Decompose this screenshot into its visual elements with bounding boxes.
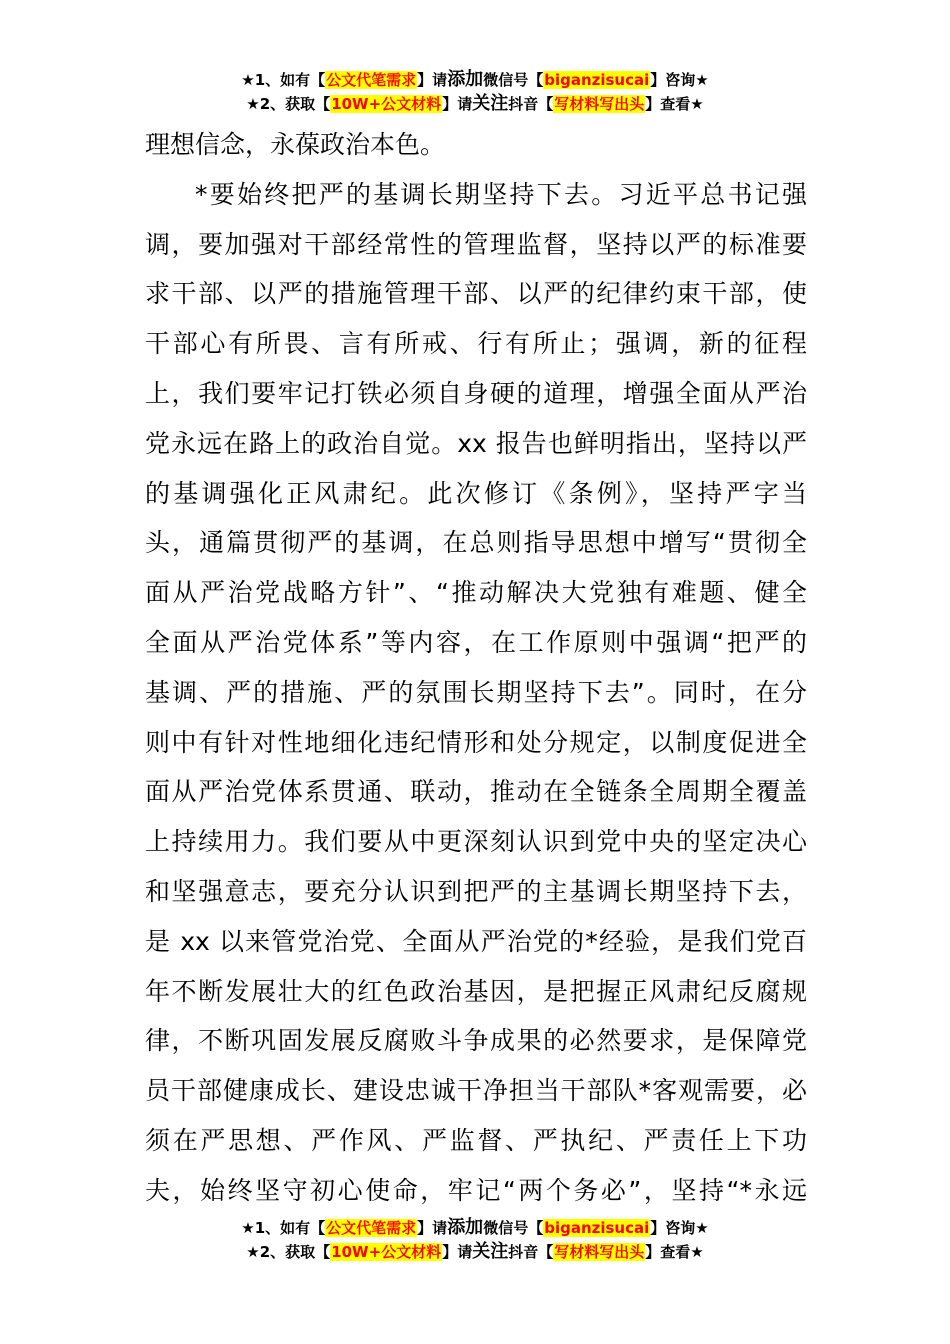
- footer-banner: [0, 1216, 950, 1264]
- banner-line-2: ★2、获取【10W+公文材料】请关注抖音【写材料写出头】查看★: [246, 93, 704, 114]
- text-line: 党永远在路上的政治自觉。xx 报告也鲜明指出，坚持以严: [145, 428, 807, 458]
- text-line: *要始终把严的基调长期坚持下去。习近平总书记强: [195, 179, 807, 209]
- text-line: 则中有针对性地细化违纪情形和处分规定，以制度促进全: [145, 727, 807, 757]
- banner-highlight-wechat: biganzisucai: [544, 71, 650, 89]
- banner-line-2: ★2、获取【10W+公文材料】请关注抖音【写材料写出头】查看★: [246, 1241, 704, 1262]
- text-line: 理想信念，永葆政治本色。: [145, 130, 446, 159]
- text-line: 夫，始终坚守初心使命，牢记“两个务必”，坚持“*永远: [145, 1175, 807, 1205]
- banner-highlight-wechat: biganzisucai: [544, 1219, 650, 1237]
- text-line: 面从严治党体系贯通、联动，推动在全链条全周期全覆盖: [145, 777, 807, 807]
- text-line: 全面从严治党体系”等内容，在工作原则中强调“把严的: [145, 627, 807, 657]
- banner-highlight-douyin: 写材料写出头: [554, 95, 645, 113]
- text-line: 面从严治党战略方针”、“推动解决大党独有难题、健全: [145, 578, 807, 608]
- banner-highlight-service: 公文代笔需求: [326, 1219, 417, 1237]
- text-line: 是 xx 以来管党治党、全面从严治党的*经验，是我们党百: [145, 926, 807, 956]
- banner-highlight-service: 公文代笔需求: [326, 71, 417, 89]
- text-line: 干部心有所畏、言有所戒、行有所止；强调，新的征程: [145, 329, 807, 359]
- text-line: 求干部、以严的措施管理干部、以严的纪律约束干部，使: [145, 279, 807, 309]
- text-line: 上，我们要牢记打铁必须自身硬的道理，增强全面从严治: [145, 378, 807, 408]
- document-body: [145, 120, 807, 1216]
- banner-highlight-douyin: 写材料写出头: [554, 1243, 645, 1261]
- banner-line-1: ★1、如有【公文代笔需求】请添加微信号【biganzisucai】咨询★: [241, 69, 709, 90]
- text-line: 基调、严的措施、严的氛围长期坚持下去”。同时，在分: [145, 677, 807, 707]
- text-line: 年不断发展壮大的红色政治基因，是把握正风肃纪反腐规: [145, 976, 807, 1006]
- text-line: 员干部健康成长、建设忠诚干净担当干部队*客观需要，必: [145, 1076, 807, 1106]
- text-line: 律，不断巩固发展反腐败斗争成果的必然要求，是保障党: [145, 1026, 807, 1056]
- text-line: 头，通篇贯彻严的基调，在总则指导思想中增写“贯彻全: [145, 528, 807, 558]
- text-line: 上持续用力。我们要从中更深刻认识到党中央的坚定决心: [145, 827, 807, 857]
- banner-highlight-materials: 10W+公文材料: [331, 1243, 442, 1261]
- text-line: 调，要加强对干部经常性的管理监督，坚持以严的标准要: [145, 229, 807, 259]
- banner-highlight-materials: 10W+公文材料: [331, 95, 442, 113]
- text-line: 须在严思想、严作风、严监督、严执纪、严责任上下功: [145, 1125, 807, 1155]
- text-line: 和坚强意志，要充分认识到把严的主基调长期坚持下去，: [145, 876, 807, 906]
- header-banner: [0, 68, 950, 116]
- text-line: 的基调强化正风肃纪。此次修订《条例》，坚持严字当: [145, 478, 807, 508]
- banner-line-1: ★1、如有【公文代笔需求】请添加微信号【biganzisucai】咨询★: [241, 1217, 709, 1238]
